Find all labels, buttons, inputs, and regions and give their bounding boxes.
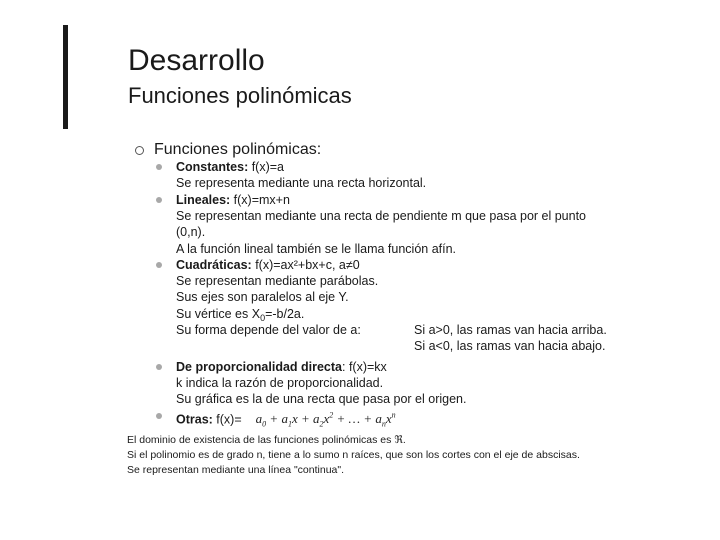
dot-bullet-icon — [156, 413, 162, 419]
item-line: Su forma depende del valor de a: — [176, 322, 361, 337]
footer-line: Si el polinomio es de grado n, tiene a lo sumo n raíces, que son los cortes con el eje de abscisas. — [127, 449, 580, 461]
item-label: Constantes: — [176, 160, 249, 174]
item-line: Se representan mediante una recta de pendiente m que pasa por el punto — [176, 209, 587, 224]
item-formula: f(x)=ax²+bx+c, a≠0 — [251, 258, 360, 272]
item-line: (0,n). — [176, 225, 206, 240]
item-label: Lineales: — [176, 193, 231, 207]
ring-bullet-icon — [135, 146, 144, 155]
polynomial-formula: $a_0 + a_1x + a_2x^2$ + … + $a_nx^n$ — [255, 411, 396, 429]
item-line: Sus ejes son paralelos al eje Y. — [176, 290, 349, 305]
item-line: Se representan mediante parábolas. — [176, 274, 379, 289]
item-label: Otras: — [176, 412, 213, 427]
page-title: Desarrollo — [128, 44, 265, 77]
dot-bullet-icon — [156, 197, 162, 203]
dot-bullet-icon — [156, 164, 162, 170]
item-line: A la función lineal también se le llama función afín. — [176, 241, 457, 256]
section-label: Funciones polinómicas: — [154, 141, 322, 158]
vertex-suffix: =-b/2a. — [265, 306, 305, 321]
page-subtitle: Funciones polinómicas — [128, 83, 352, 108]
item-formula: f(x)=mx+n — [230, 193, 290, 207]
item-line: k indica la razón de proporcionalidad. — [176, 376, 384, 391]
dot-bullet-icon — [156, 364, 162, 370]
accent-bar — [63, 25, 68, 129]
item-line: Se representa mediante una recta horizontal. — [176, 176, 427, 191]
footer-line: Se representan mediante una línea "continua". — [127, 464, 345, 476]
vertex-subscript: 0 — [260, 312, 266, 323]
item-line: Su gráfica es la de una recta que pasa por el origen. — [176, 392, 467, 407]
condition-positive: Si a>0, las ramas van hacia arriba. — [414, 323, 607, 337]
vertex-line — [176, 306, 378, 322]
vertex-prefix: Su vértice es X — [176, 306, 261, 321]
item-formula: f(x)= — [212, 412, 242, 427]
footer-notes — [127, 433, 580, 478]
item-formula: : f(x)=kx — [342, 360, 387, 374]
item-label: De proporcionalidad directa — [176, 360, 343, 374]
item-formula: f(x)=a — [248, 160, 285, 174]
footer-line: El dominio de existencia de las funciones polinómicas es ℜ. — [127, 434, 406, 446]
item-label: Cuadráticas: — [176, 258, 252, 272]
condition-negative: Si a<0, las ramas van hacia abajo. — [414, 339, 606, 354]
dot-bullet-icon — [156, 262, 162, 268]
